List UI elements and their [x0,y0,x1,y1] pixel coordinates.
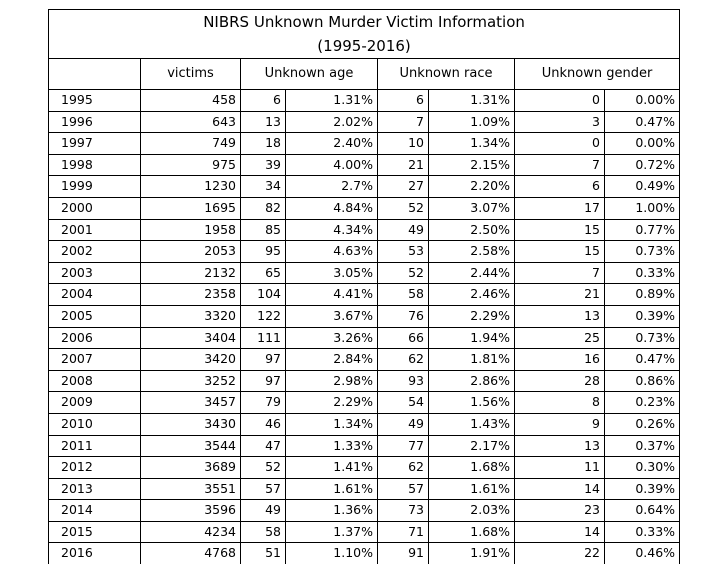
cell-unknown-age-pct: 1.61% [286,478,378,500]
cell-unknown-race-count: 49 [378,413,429,435]
cell-victims: 975 [141,154,241,176]
cell-unknown-age-count: 82 [241,197,286,219]
cell-unknown-age-pct: 3.67% [286,305,378,327]
cell-unknown-gender-pct: 0.23% [605,392,680,414]
cell-unknown-age-pct: 1.37% [286,521,378,543]
cell-year: 2010 [49,413,141,435]
cell-unknown-race-count: 52 [378,197,429,219]
cell-year: 2016 [49,543,141,564]
victim-info-table [48,9,680,564]
cell-unknown-age-count: 85 [241,219,286,241]
cell-unknown-age-pct: 1.34% [286,413,378,435]
cell-year: 2011 [49,435,141,457]
table-row [49,111,680,133]
table-row [49,219,680,241]
cell-unknown-gender-pct: 0.73% [605,327,680,349]
cell-year: 2013 [49,478,141,500]
cell-unknown-age-count: 52 [241,457,286,479]
table-row [49,413,680,435]
header-year-blank [49,59,141,90]
cell-unknown-gender-count: 3 [515,111,605,133]
cell-unknown-age-pct: 4.00% [286,154,378,176]
cell-year: 1995 [49,90,141,112]
cell-unknown-race-count: 93 [378,370,429,392]
cell-year: 1996 [49,111,141,133]
cell-unknown-race-pct: 2.15% [429,154,515,176]
cell-victims: 1230 [141,176,241,198]
cell-unknown-race-pct: 1.94% [429,327,515,349]
cell-unknown-race-pct: 2.46% [429,284,515,306]
cell-victims: 2132 [141,262,241,284]
cell-unknown-race-count: 91 [378,543,429,564]
cell-unknown-race-count: 27 [378,176,429,198]
cell-year: 2014 [49,500,141,522]
cell-unknown-gender-pct: 0.64% [605,500,680,522]
cell-victims: 3252 [141,370,241,392]
table-row [49,262,680,284]
cell-unknown-race-count: 66 [378,327,429,349]
spreadsheet-table-region [48,9,679,540]
table-row [49,349,680,371]
cell-unknown-age-count: 111 [241,327,286,349]
cell-unknown-race-pct: 2.58% [429,241,515,263]
cell-unknown-age-pct: 3.05% [286,262,378,284]
cell-victims: 3420 [141,349,241,371]
cell-unknown-race-count: 57 [378,478,429,500]
cell-unknown-age-pct: 1.10% [286,543,378,564]
cell-unknown-race-pct: 2.17% [429,435,515,457]
cell-unknown-gender-pct: 0.47% [605,111,680,133]
cell-victims: 3544 [141,435,241,457]
cell-unknown-gender-pct: 0.72% [605,154,680,176]
cell-unknown-race-count: 76 [378,305,429,327]
cell-unknown-gender-pct: 0.86% [605,370,680,392]
table-row [49,197,680,219]
cell-year: 1999 [49,176,141,198]
cell-unknown-gender-count: 15 [515,219,605,241]
cell-unknown-race-count: 71 [378,521,429,543]
cell-unknown-gender-count: 25 [515,327,605,349]
table-row [49,457,680,479]
cell-unknown-race-pct: 1.43% [429,413,515,435]
cell-unknown-race-pct: 2.29% [429,305,515,327]
header-victims: victims [141,59,241,90]
table-row [49,154,680,176]
table-row [49,176,680,198]
cell-unknown-age-count: 51 [241,543,286,564]
cell-unknown-gender-count: 6 [515,176,605,198]
cell-unknown-race-count: 7 [378,111,429,133]
cell-unknown-gender-count: 0 [515,133,605,155]
cell-unknown-race-pct: 2.20% [429,176,515,198]
cell-unknown-race-count: 49 [378,219,429,241]
cell-unknown-gender-count: 17 [515,197,605,219]
cell-unknown-race-pct: 1.91% [429,543,515,564]
cell-unknown-age-count: 18 [241,133,286,155]
cell-unknown-race-pct: 3.07% [429,197,515,219]
cell-year: 2015 [49,521,141,543]
cell-unknown-gender-pct: 0.00% [605,90,680,112]
cell-victims: 3430 [141,413,241,435]
cell-unknown-gender-pct: 0.30% [605,457,680,479]
cell-unknown-age-pct: 2.98% [286,370,378,392]
cell-unknown-gender-pct: 1.00% [605,197,680,219]
cell-year: 1997 [49,133,141,155]
header-unknown-age: Unknown age [241,59,378,90]
cell-year: 2003 [49,262,141,284]
table-row [49,435,680,457]
cell-unknown-age-count: 95 [241,241,286,263]
title-line-1: NIBRS Unknown Murder Victim Information [49,10,679,34]
cell-year: 2006 [49,327,141,349]
cell-unknown-race-pct: 2.50% [429,219,515,241]
cell-unknown-age-pct: 1.41% [286,457,378,479]
cell-unknown-age-pct: 4.63% [286,241,378,263]
table-body [49,90,680,564]
cell-unknown-gender-count: 8 [515,392,605,414]
title-line-2: (1995-2016) [49,34,679,58]
cell-victims: 3689 [141,457,241,479]
cell-unknown-gender-count: 23 [515,500,605,522]
cell-unknown-gender-pct: 0.46% [605,543,680,564]
cell-victims: 1695 [141,197,241,219]
cell-victims: 3320 [141,305,241,327]
table-row [49,478,680,500]
cell-unknown-gender-count: 9 [515,413,605,435]
cell-victims: 2358 [141,284,241,306]
header-unknown-gender: Unknown gender [515,59,680,90]
table-row [49,327,680,349]
cell-unknown-age-count: 57 [241,478,286,500]
cell-unknown-gender-count: 22 [515,543,605,564]
cell-victims: 749 [141,133,241,155]
cell-victims: 3551 [141,478,241,500]
cell-victims: 458 [141,90,241,112]
cell-unknown-age-count: 39 [241,154,286,176]
cell-unknown-gender-pct: 0.37% [605,435,680,457]
cell-unknown-race-count: 62 [378,457,429,479]
cell-victims: 643 [141,111,241,133]
cell-unknown-gender-pct: 0.33% [605,521,680,543]
header-row [49,59,680,90]
cell-unknown-race-count: 77 [378,435,429,457]
cell-year: 2008 [49,370,141,392]
cell-unknown-race-pct: 1.81% [429,349,515,371]
cell-unknown-gender-count: 13 [515,435,605,457]
cell-unknown-gender-count: 14 [515,521,605,543]
cell-unknown-race-count: 52 [378,262,429,284]
cell-year: 2007 [49,349,141,371]
cell-victims: 4768 [141,543,241,564]
cell-year: 2002 [49,241,141,263]
cell-unknown-gender-pct: 0.49% [605,176,680,198]
cell-unknown-age-count: 6 [241,90,286,112]
table-row [49,133,680,155]
cell-unknown-age-count: 13 [241,111,286,133]
cell-unknown-race-count: 10 [378,133,429,155]
cell-unknown-race-count: 62 [378,349,429,371]
cell-unknown-age-pct: 1.31% [286,90,378,112]
cell-victims: 3457 [141,392,241,414]
cell-unknown-age-count: 58 [241,521,286,543]
cell-unknown-gender-pct: 0.00% [605,133,680,155]
table-row [49,241,680,263]
cell-unknown-gender-pct: 0.89% [605,284,680,306]
cell-unknown-race-pct: 1.09% [429,111,515,133]
cell-unknown-race-count: 53 [378,241,429,263]
cell-unknown-age-pct: 3.26% [286,327,378,349]
cell-unknown-race-pct: 2.44% [429,262,515,284]
cell-unknown-race-pct: 1.34% [429,133,515,155]
cell-unknown-age-pct: 2.40% [286,133,378,155]
cell-unknown-age-count: 97 [241,349,286,371]
cell-unknown-age-pct: 2.02% [286,111,378,133]
cell-unknown-age-count: 34 [241,176,286,198]
cell-unknown-race-pct: 1.31% [429,90,515,112]
cell-unknown-race-count: 58 [378,284,429,306]
cell-unknown-age-pct: 2.29% [286,392,378,414]
cell-unknown-gender-count: 15 [515,241,605,263]
cell-unknown-race-count: 6 [378,90,429,112]
table-row [49,392,680,414]
cell-unknown-gender-pct: 0.26% [605,413,680,435]
cell-unknown-gender-count: 14 [515,478,605,500]
cell-year: 2001 [49,219,141,241]
cell-unknown-gender-count: 0 [515,90,605,112]
cell-unknown-age-pct: 4.41% [286,284,378,306]
cell-unknown-gender-pct: 0.77% [605,219,680,241]
cell-unknown-race-pct: 2.86% [429,370,515,392]
cell-year: 2005 [49,305,141,327]
cell-unknown-race-pct: 2.03% [429,500,515,522]
cell-victims: 3596 [141,500,241,522]
cell-year: 2004 [49,284,141,306]
cell-unknown-age-count: 46 [241,413,286,435]
header-unknown-race: Unknown race [378,59,515,90]
cell-unknown-race-count: 73 [378,500,429,522]
cell-unknown-age-count: 79 [241,392,286,414]
cell-unknown-age-pct: 4.84% [286,197,378,219]
cell-unknown-age-pct: 2.84% [286,349,378,371]
cell-year: 2012 [49,457,141,479]
cell-victims: 4234 [141,521,241,543]
table-row [49,543,680,564]
cell-unknown-race-pct: 1.56% [429,392,515,414]
cell-unknown-age-pct: 1.33% [286,435,378,457]
cell-unknown-age-pct: 1.36% [286,500,378,522]
cell-unknown-race-pct: 1.68% [429,521,515,543]
cell-victims: 2053 [141,241,241,263]
table-row [49,500,680,522]
cell-unknown-race-count: 54 [378,392,429,414]
cell-unknown-age-count: 47 [241,435,286,457]
cell-unknown-gender-pct: 0.47% [605,349,680,371]
cell-year: 2009 [49,392,141,414]
cell-unknown-gender-pct: 0.33% [605,262,680,284]
table-title [49,10,680,59]
table-row [49,370,680,392]
cell-unknown-race-count: 21 [378,154,429,176]
cell-unknown-age-count: 65 [241,262,286,284]
cell-unknown-race-pct: 1.68% [429,457,515,479]
cell-unknown-gender-pct: 0.39% [605,305,680,327]
cell-victims: 1958 [141,219,241,241]
cell-unknown-age-count: 97 [241,370,286,392]
cell-unknown-age-pct: 4.34% [286,219,378,241]
cell-unknown-gender-count: 28 [515,370,605,392]
cell-unknown-age-count: 104 [241,284,286,306]
table-row [49,90,680,112]
cell-unknown-gender-pct: 0.39% [605,478,680,500]
cell-unknown-gender-count: 11 [515,457,605,479]
table-row [49,284,680,306]
cell-unknown-age-pct: 2.7% [286,176,378,198]
cell-year: 2000 [49,197,141,219]
cell-unknown-race-pct: 1.61% [429,478,515,500]
cell-unknown-gender-pct: 0.73% [605,241,680,263]
cell-unknown-gender-count: 13 [515,305,605,327]
cell-unknown-gender-count: 21 [515,284,605,306]
cell-unknown-age-count: 122 [241,305,286,327]
cell-unknown-gender-count: 7 [515,262,605,284]
cell-year: 1998 [49,154,141,176]
cell-unknown-age-count: 49 [241,500,286,522]
cell-unknown-gender-count: 16 [515,349,605,371]
cell-victims: 3404 [141,327,241,349]
table-row [49,305,680,327]
cell-unknown-gender-count: 7 [515,154,605,176]
